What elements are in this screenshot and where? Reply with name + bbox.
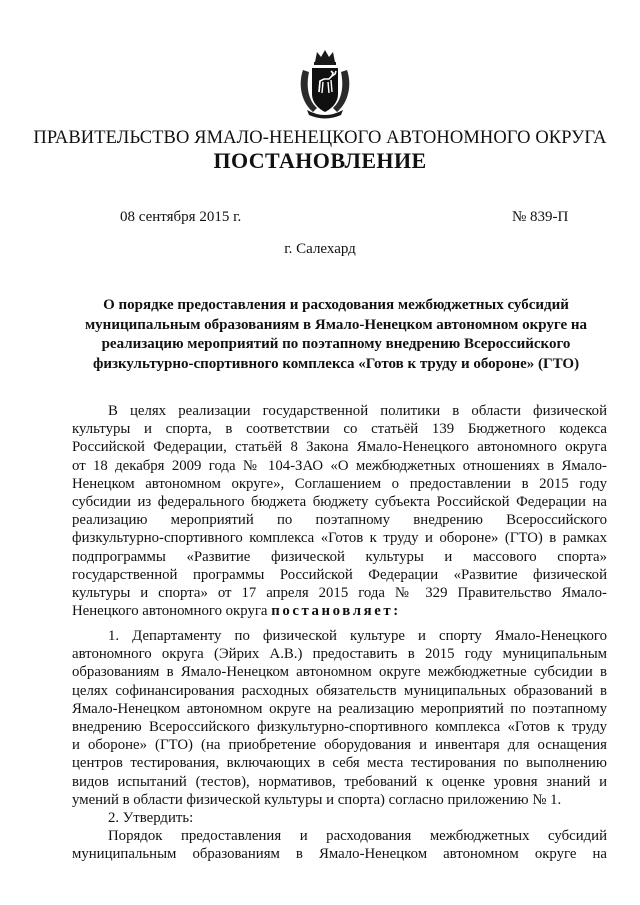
paragraph-line: государственной программы Российской Федерации «Развитие физической xyxy=(72,566,607,583)
document-number: № 839-П xyxy=(512,209,569,225)
document-title xyxy=(72,296,600,374)
title-line: муниципальным образованиям в Ямало-Ненецком автономном округе на xyxy=(84,316,588,333)
paragraph-line: Ненецкого автономного округа xyxy=(72,603,268,620)
paragraph-line: Ямало-Ненецком автономном округе на реализацию мероприятий по поэтапному xyxy=(72,700,607,717)
title-line: физкультурно-спортивного комплекса «Готов к труду и обороне» (ГТО) xyxy=(92,355,580,372)
coat-of-arms-icon xyxy=(295,48,355,120)
title-line: О порядке предоставления и расходования межбюджетных субсидий xyxy=(103,297,569,313)
document-city: г. Салехард xyxy=(284,241,356,257)
paragraph-line: умений в области физической культуры и спорта) согласно приложению № 1. xyxy=(72,791,562,808)
document-date: 08 сентября 2015 г. xyxy=(120,209,242,225)
paragraph-line: подпрограммы «Развитие физической культуры и массового спорта» xyxy=(72,548,607,565)
paragraph-line: культуры и спорта» от 17 апреля 2015 года № 329 Правительство Ямало- xyxy=(72,585,607,602)
document-type: ПОСТАНОВЛЕНИЕ xyxy=(213,148,427,173)
paragraph-line: субсидии из федерального бюджета бюджету субъекта Российской Федерации на xyxy=(72,494,607,511)
paragraph-line: Ненецком автономном округе», Соглашением о предоставлении в 2015 году xyxy=(72,475,607,492)
decree-word: постановляет: xyxy=(271,603,401,620)
paragraph-line: центров тестирования, включающих в себя места тестирования по выполнению xyxy=(72,755,607,772)
paragraph-line: реализацию мероприятий по поэтапному внедрению Всероссийского xyxy=(72,512,607,529)
paragraph-line: видов испытаний (тестов), нормативов, требований к оценке уровня знаний и xyxy=(72,773,607,790)
paragraph-line: и обороне» (ГТО) (на приобретение оборудования и инвентаря для оснащения xyxy=(72,737,607,754)
paragraph-line: культуры и спорта, в соответствии со статьёй 139 Бюджетного кодекса xyxy=(72,421,607,438)
paragraph-line: В целях реализации государственной политики в области физической xyxy=(108,403,607,419)
paragraph-line-last xyxy=(72,602,607,620)
preamble-paragraph xyxy=(72,402,607,620)
paragraph-line: Порядок предоставления и расходования межбюджетных субсидий xyxy=(108,828,607,845)
title-line: реализацию мероприятий по поэтапному внедрению Всероссийского xyxy=(101,336,571,352)
paragraph-line: внедрению Всероссийского физкультурно-спортивного комплекса «Готов к труду xyxy=(72,719,607,736)
paragraph-line: целях софинансирования расходных обязательств муниципальных образований в xyxy=(72,682,607,699)
paragraph-line: 1. Департаменту по физической культуре и спорту Ямало-Ненецкого xyxy=(108,628,607,644)
item-1-paragraph xyxy=(72,627,607,864)
paragraph-line: автономного округа (Эйрих А.В.) предоставить в 2015 году муниципальным xyxy=(72,646,607,663)
paragraph-line: Российской Федерации, статьёй 8 Закона Ямало-Ненецкого автономного округа xyxy=(72,439,607,456)
government-name: ПРАВИТЕЛЬСТВО ЯМАЛО-НЕНЕЦКОГО АВТОНОМНОГО ОКРУГА xyxy=(33,128,607,148)
paragraph-line: физкультурно-спортивного комплекса «Готов к труду и обороне» (ГТО) в рамках xyxy=(72,530,607,547)
paragraph-line: образованиям в Ямало-Ненецком автономном округе межбюджетные субсидии в xyxy=(72,664,607,681)
paragraph-line: от 18 декабря 2009 года № 104-ЗАО «О межбюджетных отношениях в Ямало- xyxy=(72,457,607,474)
item-2-heading: 2. Утвердить: xyxy=(108,810,194,827)
paragraph-line: муниципальным образованиям в Ямало-Ненецком автономном округе на xyxy=(72,846,607,863)
